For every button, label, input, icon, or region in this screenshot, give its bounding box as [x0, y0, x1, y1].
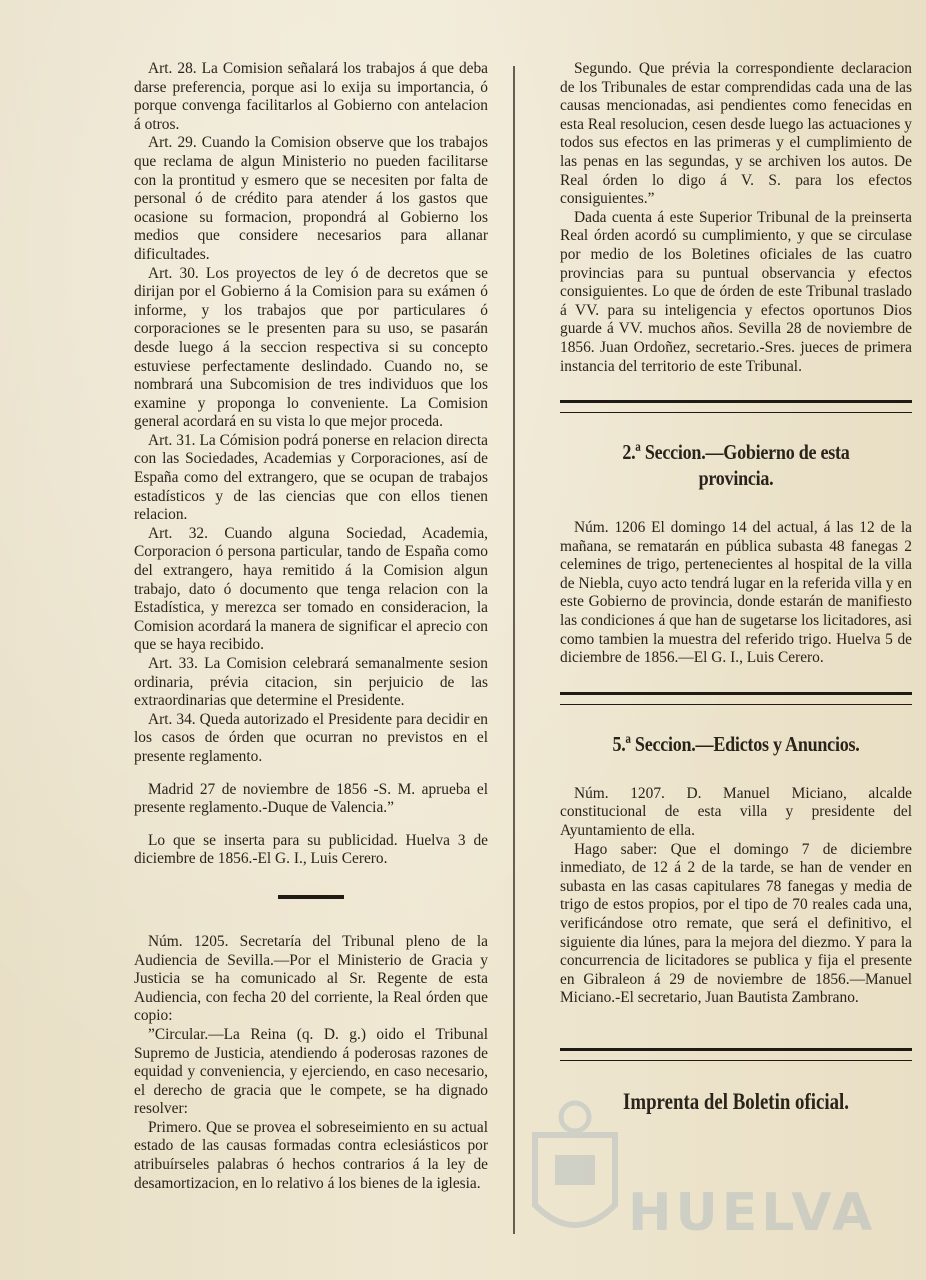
- num-1205-primero: Primero. Que se provea el sobreseimiento en su actual estado de las causas formadas contra eclesiásticos por atribuírseles palabras ó hechos contrarios á la ley de desamortizacion, en lo relativo á los bienes de la iglesia.: [134, 1118, 488, 1192]
- section-divider: [560, 400, 912, 413]
- section-divider: [560, 692, 912, 705]
- publicidad-note: Lo que se inserta para su publicidad. Huelva 3 de diciembre de 1856.-El G. I., Luis Cerero.: [134, 831, 488, 868]
- section-2-heading: 2.ª Seccion.—Gobierno de esta provincia.: [622, 440, 850, 491]
- printer-imprint: Imprenta del Boletin oficial.: [623, 1088, 849, 1114]
- article-30: Art. 30. Los proyectos de ley ó de decretos que se dirijan por el Gobierno á la Comision para su exámen ó informe, y los trabajos que por particulares ó corporaciones se le presenten para su uso, se pasarán desde luego á la seccion respectiva si su concepto estuviese perfectamente deslindado. Cuando no, se nombrará una Subcomision de tres individuos que los examine y proponga lo conveniente. La Comision general acordará en su vista lo que mejor proceda.: [134, 264, 488, 431]
- article-34: Art. 34. Queda autorizado el Presidente para decidir en los casos de órden que ocurran no previstos en el presente reglamento.: [134, 710, 488, 765]
- article-32: Art. 32. Cuando alguna Sociedad, Academia, Corporacion ó persona particular, tando de España como del extrangero, haya remitido á la Comision algun trabajo, dato ó documento que tenga relacion con la Estadística, y merezca ser tomado en consideracion, la Comision acordará la manera de significar el aprecio con que se haya recibido.: [134, 524, 488, 654]
- article-28: Art. 28. La Comision señalará los trabajos á que deba darse preferencia, porque asi lo exija su importancia, ó porque convenga facilitarlos al Gobierno con antelacion á otros.: [134, 60, 488, 133]
- num-1207-notice: Hago saber: Que el domingo 7 de diciembre inmediato, de 12 á 2 de la tarde, se han de vender en subasta en las casas capitulares 78 fanegas y media de trigo de estos propios, por el tipo de 70 reales cada una, verificándose otro remate, que será el definitivo, el siguiente dia lúnes, para la mejora del diezmo. Y para la concurrencia de licitadores se publica y fija el presente en Gibraleon á 29 de noviembre de 1856.—Manuel Miciano.-El secretario, Juan Bautista Zambrano.: [560, 840, 912, 1007]
- archive-watermark: [520, 1095, 877, 1265]
- article-33: Art. 33. La Comision celebrará semanalmente sesion ordinaria, prévia citacion, sin perjuicio de las extraordinarias que determine el Presidente.: [134, 655, 488, 710]
- article-29: Art. 29. Cuando la Comision observe que los trabajos que reclama de algun Ministerio no pueden facilitarse con la prontitud y esmero que se necesiten por falta de personal ó de crédito para atender á los gastos que ocasione su formacion, propondrá al Gobierno los medios que considere necesarios para allanar dificultades.: [134, 134, 488, 263]
- madrid-approval: Madrid 27 de noviembre de 1856 -S. M. aprueba el presente reglamento.-Duque de Valencia.”: [134, 780, 488, 817]
- num-1206-notice: Núm. 1206 El domingo 14 del actual, á las 12 de la mañana, se rematarán en pública subasta 48 fanegas 2 celemines de trigo, pertenecientes al hospital de la villa de Niebla, cuyo acto tendrá lugar en la referida villa y en este Gobierno de provincia, donde estarán de manifiesto las condiciones á que han de sugetarse los licitadores, asi como tambien la muestra del referido trigo. Huelva 5 de diciembre de 1856.—El G. I., Luis Cerero.: [560, 519, 912, 667]
- segundo-paragraph: Segundo. Que prévia la correspondiente declaracion de los Tribunales de estar comprendidas cada una de las causas mencionadas, asi pendientes como fenecidas en esta Real resolucion, cesen desde luego las actuaciones y todos sus efectos en las primeras y el cumplimiento de las penas en las segundas, y se archiven los autos. De Real órden lo digo á V. S. para los efectos consiguientes.”: [560, 60, 912, 208]
- section-divider: [560, 1048, 912, 1061]
- article-31: Art. 31. La Cómision podrá ponerse en relacion directa con las Sociedades, Academias y Corporaciones, así de España como del extrangero, que se ocupan de trabajos estadísticos y de las ciencias que con ellos tienen relacion.: [134, 431, 488, 524]
- section-5-heading: 5.ª Seccion.—Edictos y Anuncios.: [612, 731, 860, 756]
- short-divider: [278, 895, 344, 899]
- coat-of-arms-icon: [520, 1095, 630, 1255]
- column-divider: [513, 66, 515, 1234]
- right-column: [560, 60, 912, 1112]
- dada-cuenta-paragraph: Dada cuenta á este Superior Tribunal de la preinserta Real órden acordó su cumplimiento, y que se circulase por medio de los Boletines oficiales de las cuatro provincias para su puntual observancia y efectos consiguientes. Lo que de órden de este Tribunal traslado á VV. para su inteligencia y efectos oportunos Dios guarde á VV. muchos años. Sevilla 28 de noviembre de 1856. Juan Ordoñez, secretario.-Sres. jueces de primera instancia del territorio de este Tribunal.: [560, 208, 912, 375]
- watermark-text: HUELVA: [628, 1183, 877, 1243]
- left-column: [134, 60, 488, 1193]
- num-1207-intro: Núm. 1207. D. Manuel Miciano, alcalde constitucional de esta villa y presidente del Ayuntamiento de ella.: [560, 784, 912, 840]
- num-1205-circular: ”Circular.—La Reina (q. D. g.) oido el Tribunal Supremo de Justicia, atendiendo á poderosas razones de equidad y conveniencia, y ejerciendo, en caso necesario, el derecho de gracia que le compete, se ha dignado resolver:: [134, 1025, 488, 1118]
- num-1205-intro: Núm. 1205. Secretaría del Tribunal pleno de la Audiencia de Sevilla.—Por el Ministerio de Gracia y Justicia se ha comunicado al Sr. Regente de esta Audiencia, con fecha 20 del corriente, la Real órden que copio:: [134, 932, 488, 1025]
